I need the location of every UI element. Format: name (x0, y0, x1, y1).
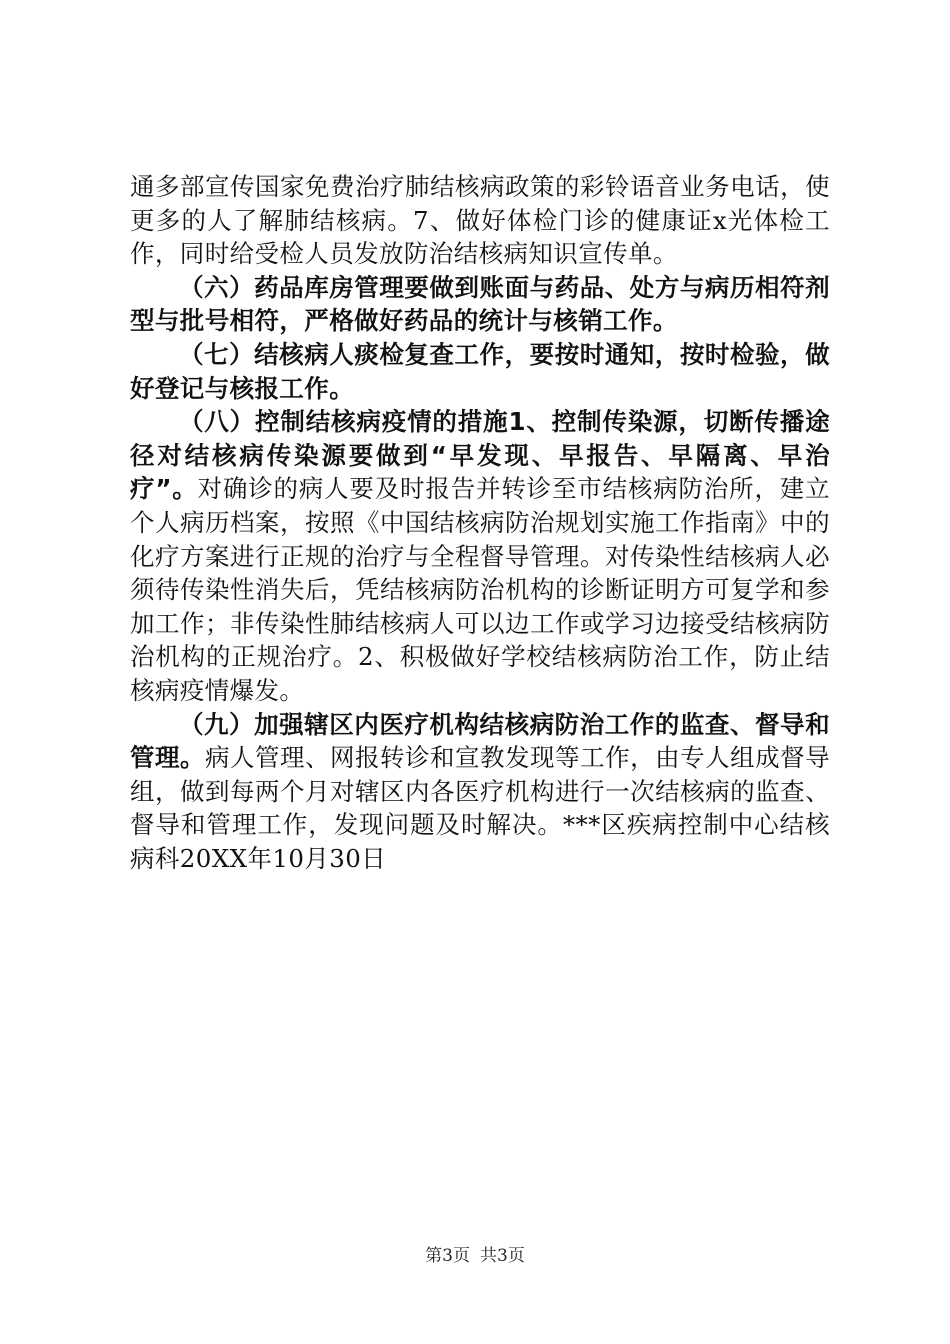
paragraph-section-9 (130, 708, 830, 876)
paragraph-1 (130, 170, 830, 271)
page-total: 共3页 (480, 1246, 525, 1266)
section-8-text: 对确诊的病人要及时报告并转诊至市结核病防治所，建立个人病历档案，按照《中国结核病防治规划实施工作指南》中的化疗方案进行正规的治疗与全程督导管理。对传染性结核病人必须待传染性消失后，凭结核病防治机构的诊断证明方可复学和参加工作；非传染性肺结核病人可以边工作或学习边接受结核病防治机构的正规治疗。2、积极做好学校结核病防治工作，防止结核病疫情爆发。 (130, 474, 830, 705)
paragraph-section-7 (130, 338, 830, 405)
paragraph-1-text: 通多部宣传国家免费治疗肺结核病政策的彩铃语音业务电话，使更多的人了解肺结核病。7、做好体检门诊的健康证x光体检工作，同时给受检人员发放防治结核病知识宣传单。 (130, 172, 830, 269)
section-8-heading: （八）控制结核病疫情的措施1、控制传染源，切断传播途径对结核病传染源要做到“早发现、早报告、早隔离、早治疗”。 (130, 407, 830, 504)
paragraph-section-6 (130, 271, 830, 338)
document-body (130, 170, 830, 875)
section-7-heading: （七）结核病人痰检复查工作，要按时通知，按时检验，做好登记与核报工作。 (130, 339, 830, 403)
paragraph-section-8 (130, 405, 830, 707)
page-number: 第3页 (425, 1246, 470, 1266)
page-footer (0, 1244, 950, 1268)
section-9-heading: （九）加强辖区内医疗机构结核病防治工作的监查、督导和管理。 (130, 709, 830, 773)
section-6-heading: （六）药品库房管理要做到账面与药品、处方与病历相符剂型与批号相符，严格做好药品的统计与核销工作。 (130, 272, 830, 336)
section-9-text: 病人管理、网报转诊和宣教发现等工作，由专人组成督导组，做到每两个月对辖区内各医疗机构进行一次结核病的监查、督导和管理工作，发现问题及时解决。***区疾病控制中心结核病科20XX年10月30日 (130, 743, 830, 873)
